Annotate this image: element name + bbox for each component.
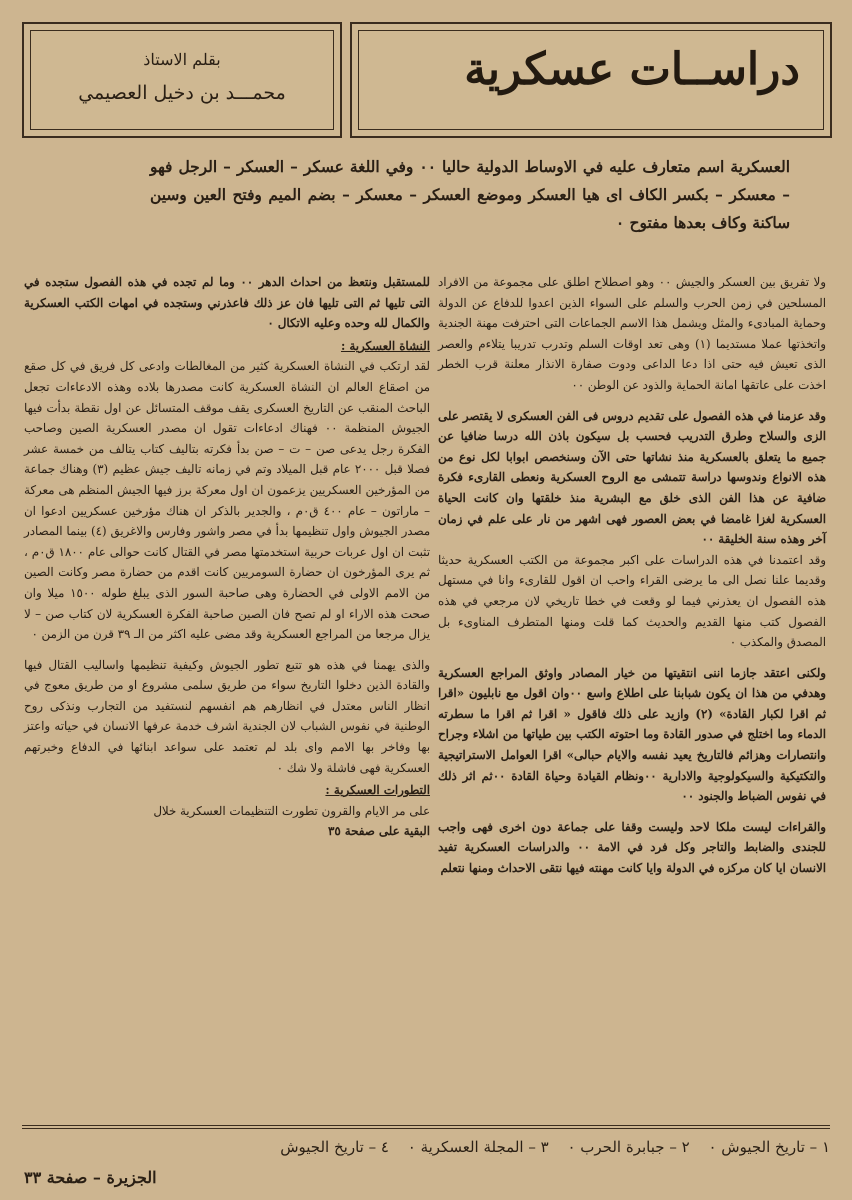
right-paragraph-1: ولا تفريق بين العسكر والجيش ٠٠ وهو اصطلاح اطلق على مجموعة من الافراد المسلحين في زمن الحرب والسلم على السواء الذين اعدوا للدفاع عن الدولة وحماية المبادىء والمثل ويشمل هذا الاسم الجماعات التى احترفت مهنة الجندية واتخذتها عملا مستديما (١) وهى تعد اوقات السلم وتدرب تدريبا يتلاءم والعصر الذى تعيش فيه حتى اذا دعا الداعى ودوت صفارة الانذار معلنة قرب الخطر اخذت على عاتقها امانة الحماية والذود عن الوطن ٠٠ xyxy=(438,275,826,392)
continued-note: البقية على صفحة ٣٥ xyxy=(328,824,430,839)
footnote-1: ١ – تاريخ الجيوش ٠ xyxy=(708,1138,830,1156)
title-box xyxy=(350,22,832,138)
right-column xyxy=(438,272,826,879)
footnote-divider xyxy=(22,1125,830,1126)
left-paragraph-1: للمستقبل ونتعظ من احداث الدهر ٠٠ وما لم تجده في هذه الفصول ستجده في التى تليها ثم التى تليها فان عز ذلك فاعذرني وستجده في امهات الكتب العسكرية والكمال لله وحده وعليه الاتكال ٠ xyxy=(24,275,431,331)
author-box-inner-frame xyxy=(30,30,334,130)
footnote-divider-double xyxy=(22,1128,830,1129)
footnote-3: ٣ – المجلة العسكرية ٠ xyxy=(407,1138,549,1156)
left-column xyxy=(24,272,430,842)
page-footer: الجزيرة – صفحة ٣٣ xyxy=(24,1168,157,1187)
right-paragraph-2: وقد عزمنا في هذه الفصول على تقديم دروس فى الفن العسكرى لا يقتصر على الزى والسلاح وطرق التدريب فحسب بل سيكون باذن الله درسا ضافيا عن جميع ما يتعلق بالعسكرية منذ نشاتها حتى الآن وسنخصص ابوابا لكل نوع من هذه الانواع وندوسها دراسة تتمشى مع الروح العسكرية ونعطى القارىء فكرة ضافية عن هذا الفن الذى خلق مع البشرية منذ خلقتها وان كانت الحياة العسكرية لغزا غامضا في بعض العصور فهى اشهر من نار على علم في زمان آخر وهذه سنة الخليقة ٠٠ xyxy=(438,408,826,547)
footnotes xyxy=(150,1138,830,1156)
right-paragraph-5: والقراءات ليست ملكا لاحد وليست وقفا على جماعة دون اخرى فهى واجب للجندى والضابط والتاجر وكل فرد في الامة ٠٠ والدراسات العسكرية تفيد الانسان ايا كان مركزه في الدولة وايا كانت مهنته فيها نتقى الاحداث ومنها نتعلم xyxy=(438,819,826,876)
footnote-4: ٤ – تاريخ الجيوش xyxy=(280,1138,389,1156)
section-heading-origin: النشاة العسكرية : xyxy=(340,338,430,353)
left-paragraph-3: والذى يهمنا في هذه هو تتبع تطور الجيوش وكيفية تنظيمها واساليب القتال فيها والقادة الذين دخلوا التاريخ سواء من طريق سلمى مشروع او من طريق معوج في انظار الناس معتدل في انظارهم هم انفسهم لنستفيد من التجارب ونذكى روح الوطنية في نفوس الشباب لان الجندية اشرف خدمة عرفها الانسان في حياته واعتز بها وفاخر بها الامم واى بلد لم تعتمد على سواعد ابنائها في الدفاع وخبرتهم العسكرية فهى فاشلة ولا شك ٠ xyxy=(24,657,430,775)
right-paragraph-3: وقد اعتمدنا في هذه الدراسات على اكبر مجموعة من الكتب العسكرية حديثا وقديما علنا نصل الى ما يرضى القراء واحب ان اقول للقارىء وانا في مستهل هذه الفصول ان يعذرني فيما لو وقعت في خطا تاريخي لان مرجعي في هذه الفصول كتب منها القديم والحديث كما قلت ومنها المتطرف المناوىء بل المصدق والمكذب ٠ xyxy=(438,552,826,650)
byline-label: بقلم الاستاذ xyxy=(143,50,221,69)
intro-paragraph: العسكرية اسم متعارف عليه في الاوساط الدولية حاليا ٠٠ وفي اللغة عسكر – العسكر – الرجل فهو – معسكر – بكسر الكاف اى هيا العسكر وموضع العسكر – معسكر – بضم الميم وفتح العين وسين ساكنة وكاف بعدها مفتوح ٠ xyxy=(150,158,790,232)
author-name: محمـــد بن دخيل العصيمي xyxy=(78,82,286,104)
left-paragraph-2: لقد ارتكب في النشاة العسكرية كثير من المغالطات وادعى كل فريق في كل صقع من اصقاع العالم ان النشاة العسكرية كانت مصدرها بلاده وهذه الادعاءات تجعل الباحث المنقب عن التاريخ العسكرى يقف موقف المتسائل عن اول نقطة بدأت فيها الجيوش المنظمة ٠٠ فهناك ادعاءات تقول ان مصدر العسكرية الصين وصاحب الفكرة رجل يدعى صن – ت – صن بدأ فكرته بتاليف كتاب يتالف من خمسة عشر فصلا قبل ٢٠٠٠ عام قبل الميلاد وتم في زمانه تاليف جيش عظيم (٣) وهناك جماعة من المؤرخين العسكريين يزعمون ان اول معركة برز فيها الجيش المنظم هى معركة – ماراتون – عام ٤٠٠ ق٠م ، والجدير بالذكر ان هناك مؤرخين عسكريين ادعوا ان مصدر الجيوش واول تنظيمها بدأ في مصر واشور وفارس والاغريق (٤) بينما المصادر تثبت ان اول عربات حربية استخدمتها مصر في القتال كانت حوالى عام ١٨٠٠ ق٠م ، ثم يرى المؤرخون ان حضارة السومريين كانت اقدم من حضارة مصر وكانت الصين من الامم الاولى في الحضارة وهى صاحبة السور الذى يبلغ طوله ١٥٠٠ ميلا وان صحت هذه الاراء او لم تصح فان الصين صاحبة الفكرة العسكرية لان كتاب صن – لا يزال مرجعا من المراجع العسكرية وقد مضى عليه اكثر من الـ ٣٩ قرن من الزمن ٠ xyxy=(24,359,431,642)
author-box xyxy=(22,22,342,138)
left-paragraph-4: على مر الايام والقرون تطورت التنظيمات العسكرية خلال xyxy=(153,803,430,818)
right-paragraph-4: ولكنى اعتقد جازما اننى انتقيتها من خيار المصادر واوثق المراجع العسكرية وهدفي من هذا ان يكون شبابنا على اطلاع واسع ٠٠وان اقول مع نابليون «اقرا ثم اقرا لكبار القادة» (٢) وازيد على ذلك فاقول « اقرا ثم اقرا ما سطرته الدماء وما اختلج في صدور القادة وما احتوته الكتب بين طياتها من اشلاء وجراح وانتصارات وهزائم فالتاريخ يعيد نفسه والايام حبالى» اقرا العوامل الاستراتيجية والتكتيكية والسيكولوجية والادارية ٠٠ونظام القيادة وحياة القادة ٠٠ثم اثر ذلك في نفوس الضباط والجنود ٠٠ xyxy=(438,665,826,804)
section-heading-developments: التطورات العسكرية : xyxy=(325,783,430,798)
article-title: دراســات عسكرية xyxy=(464,44,800,95)
footnote-2: ٢ – جبابرة الحرب ٠ xyxy=(567,1138,690,1156)
